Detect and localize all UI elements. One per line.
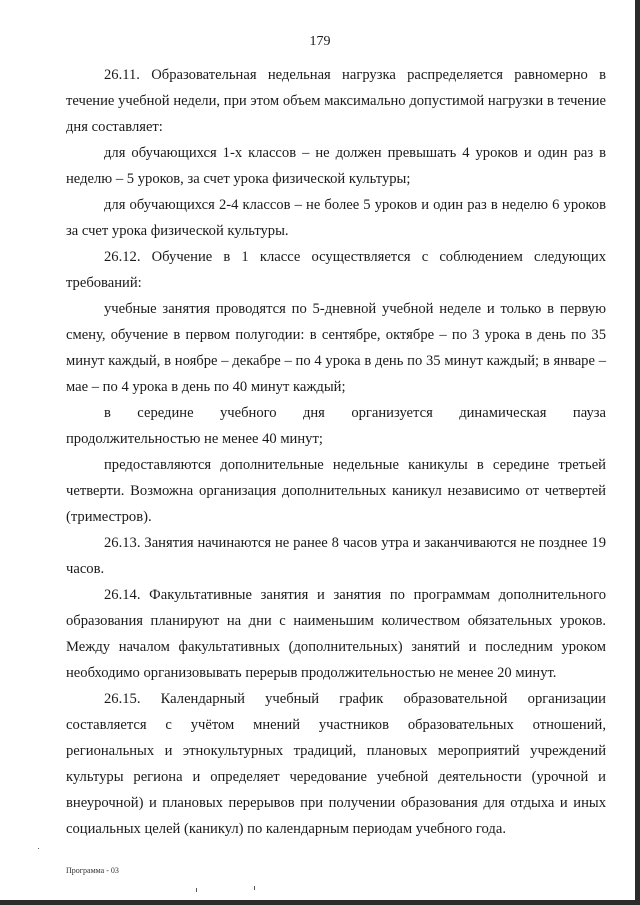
scan-border-right: [635, 0, 640, 905]
paragraph-26-15: 26.15. Календарный учебный график образовательной организации составляется с учётом мнений участников образовательных отношений, региональных и этнокультурных традиций, плановых мероприятий учреждений культуры региона и определяет чередование учебной деятельности (урочной и внеурочной) и плановых перерывов при получении образования для отдыха и иных социальных целей (каникул) по календарным периодам учебного года.: [66, 691, 606, 837]
paragraph-grade-2-4-load: для обучающихся 2-4 классов – не более 5 уроков и один раз в неделю 6 уроков за счет урока физической культуры.: [66, 197, 606, 239]
paragraph-26-14: 26.14. Факультативные занятия и занятия по программам дополнительного образования планируют на дни с наименьшим количеством обязательных уроков. Между началом факультативных (дополнительных) занятий и последним уроком необходимо организовывать перерыв продолжительностью не менее 20 минут.: [66, 587, 606, 681]
footer-program-code: Программа - 03: [66, 866, 119, 875]
paragraph-extra-holidays: предоставляются дополнительные недельные каникулы в середине третьей четверти. Возможна организация дополнительных каникул независимо от четвертей (триместров).: [66, 457, 606, 525]
paragraph-grade-1-load: для обучающихся 1-х классов – не должен превышать 4 уроков и один раз в неделю – 5 уроков, за счет урока физической культуры;: [66, 145, 606, 187]
scan-speck: [38, 848, 39, 849]
scan-speck: [254, 886, 255, 890]
paragraph-dynamic-pause: в середине учебного дня организуется динамическая пауза продолжительностью не менее 40 минут;: [66, 405, 606, 447]
paragraph-26-13: 26.13. Занятия начинаются не ранее 8 часов утра и заканчиваются не позднее 19 часов.: [66, 535, 606, 577]
scan-speck: [196, 888, 197, 892]
page-number: 179: [309, 34, 331, 49]
scan-border-bottom: [0, 900, 640, 905]
document-body: [66, 62, 606, 842]
paragraph-lesson-schedule: учебные занятия проводятся по 5-дневной учебной неделе и только в первую смену, обучение в первом полугодии: в сентябре, октябре – по 3 урока в день по 35 минут каждый, в ноябре – декабре – по 4 урока в день по 35 минут каждый; в январе – мае – по 4 урока в день по 40 минут каждый;: [66, 301, 606, 395]
paragraph-26-12: 26.12. Обучение в 1 классе осуществляется с соблюдением следующих требований:: [66, 249, 606, 291]
paragraph-26-11: 26.11. Образовательная недельная нагрузка распределяется равномерно в течение учебной недели, при этом объем максимально допустимой нагрузки в течение дня составляет:: [66, 67, 606, 135]
